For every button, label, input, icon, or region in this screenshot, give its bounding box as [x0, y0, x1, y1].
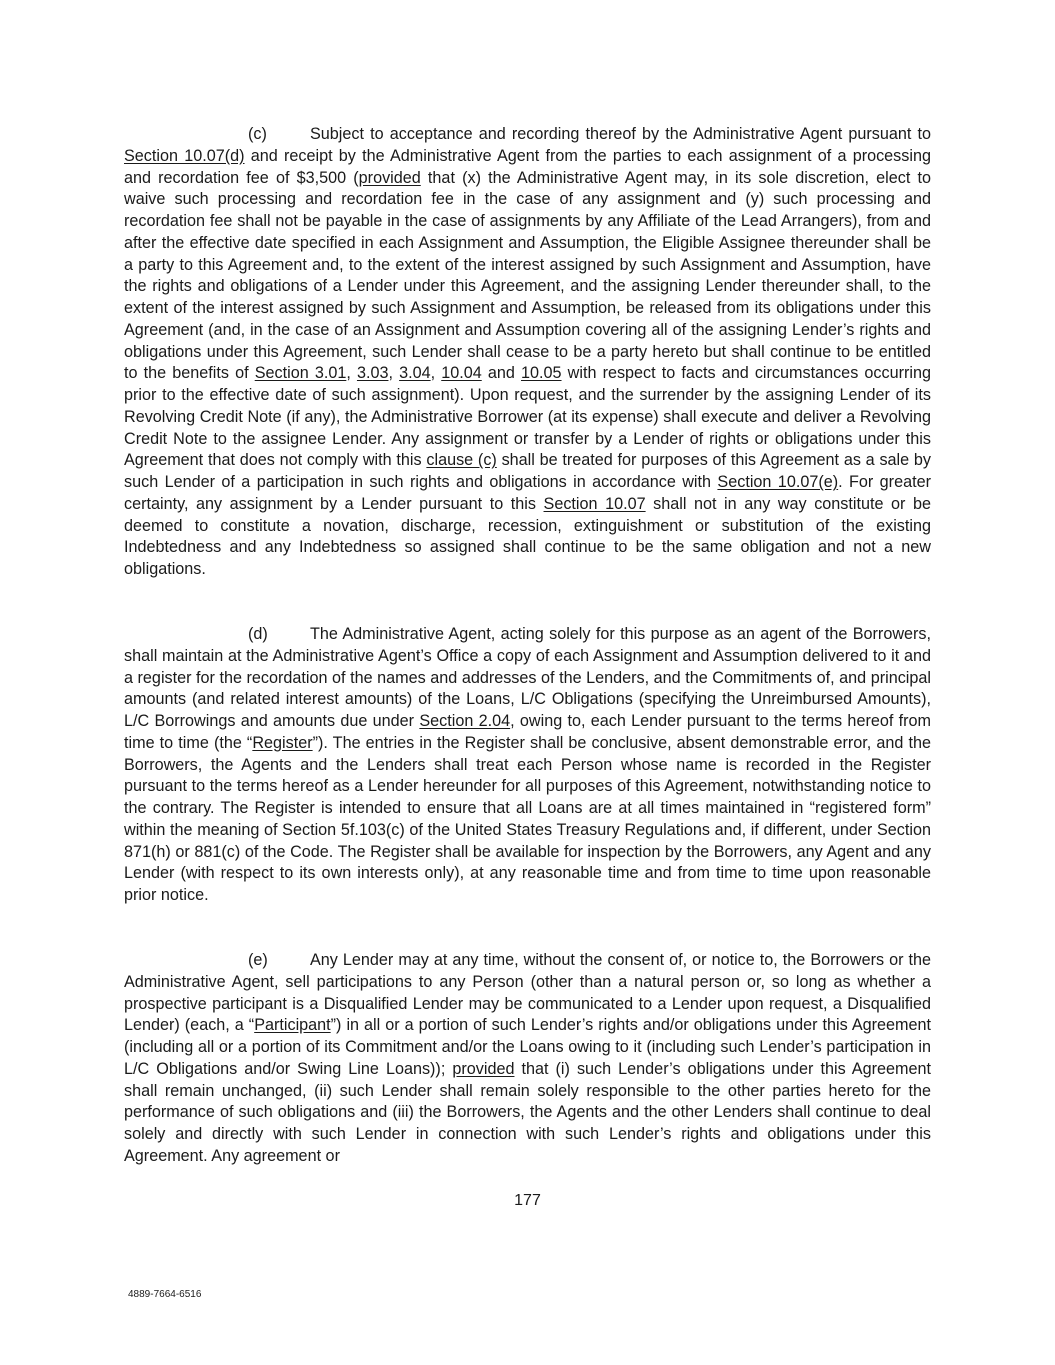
text-run: , owing to, each Lender pursuant to the terms hereof from time to time (the “: [124, 712, 931, 752]
paragraph-d: [124, 624, 931, 907]
paragraph-body: [124, 951, 931, 1165]
text-run: shall not in any way constitute or be deemed to constitute a novation, discharge, recession, extinguishment or substitution of the existing Indebtedness and any Indebtedness so assigned shall continue to be the same obligation and not a new obligations.: [124, 494, 931, 578]
cross-reference: clause (c): [426, 451, 497, 470]
text-run: ,: [346, 364, 357, 383]
text-run: ,: [430, 364, 442, 383]
cross-reference: provided: [358, 168, 421, 187]
text-run: Subject to acceptance and recording thereof by the Administrative Agent pursuant to: [310, 125, 931, 143]
cross-reference: Section 3.01: [254, 364, 347, 383]
cross-reference: 10.05: [521, 364, 562, 383]
cross-reference: Section 10.07(d): [124, 146, 245, 165]
cross-reference: 3.03: [356, 364, 389, 383]
cross-reference: 10.04: [441, 364, 482, 383]
text-run: and receipt by the Administrative Agent from the parties to each assignment of a processing and recordation fee of $3,500 (: [124, 146, 931, 187]
text-run: that (i) such Lender’s obligations under this Agreement shall remain unchanged, (ii) such Lender shall remain solely responsible to the other parties hereto for the performance of such obligations and (iii) the Borrowers, the Agents and the other Lenders shall continue to deal solely and directly with such Lender in connection with such Lender’s rights and obligations under this Agreement. Any agreement or: [124, 1059, 931, 1165]
paragraph-body: [124, 125, 931, 578]
paragraph-body: [124, 625, 931, 904]
text-run: ”). The entries in the Register shall be conclusive, absent demonstrable error, and the Borrowers, the Agents and the Lenders shall treat each Person whose name is recorded in the Register pursuant to the terms hereof as a Lender hereunder for all purposes of this Agreement, notwithstanding notice to the contrary. The Register is intended to ensure that all Loans are at all times maintained in “registered form” within the meaning of Section 5f.103(c) of the United States Treasury Regulations and, if different, under Section 871(h) or 881(c) of the Code. The Register shall be available for inspection by the Borrowers, any Agent and any Lender (with respect to its own interests only), at any reasonable time and from time to time upon reasonable prior notice.: [124, 733, 931, 904]
text-run: that (x) the Administrative Agent may, in its sole discretion, elect to waive such processing and recordation fee in the case of any assignment and (y) such processing and recordation fee shall not be payable in the case of assignments by any Affiliate of the Lead Arrangers), from and after the effective date specified in each Assignment and Assumption, the Eligible Assignee thereunder shall be a party to this Agreement and, to the extent of the interest assigned by such Assignment and Assumption, have the rights and obligations of a Lender under this Agreement, and the assigning Lender thereunder shall, to the extent of the interest assigned by such Assignment and Assumption, be released from its obligations under this Agreement (and, in the case of an Assignment and Assumption covering all of the assigning Lender’s rights and obligations under this Agreement, such Lender shall cease to be a party hereto but shall continue to be entitled to the benefits of: [124, 168, 931, 383]
cross-reference: 3.04: [399, 364, 431, 383]
cross-reference: Section 10.07: [543, 494, 646, 513]
text-run: and: [481, 364, 522, 383]
cross-reference: Section 10.07(e): [717, 473, 839, 491]
cross-reference: Section 2.04: [419, 712, 511, 730]
text-run: . For greater certainty, any assignment by a Lender pursuant to this: [124, 473, 931, 513]
cross-reference: Participant: [254, 1016, 331, 1035]
paragraph-number: (c): [248, 125, 267, 143]
document-id: 4889-7664-6516: [128, 1289, 202, 1300]
text-run: The Administrative Agent, acting solely for this purpose as an agent of the Borrowers, shall maintain at the Administrative Agent’s Office a copy of each Assignment and Assumption delivered to it and a register for the recordation of the names and addresses of the Lenders, and the Commitments of, and principal amounts (and related interest amounts) of the Loans, L/C Obligations (specifying the Unreimbursed Amounts), L/C Borrowings and amounts due under: [124, 625, 931, 730]
paragraph-number: (d): [248, 625, 268, 643]
text-run: Any Lender may at any time, without the consent of, or notice to, the Borrowers or the Administrative Agent, sell participations to any Person (other than a natural person or, so long as whether a prospective participant is a Disqualified Lender may be communicated to a Lender upon request, a Disqualified Lender) (each, a “: [124, 951, 931, 1035]
page-number: 177: [514, 1192, 541, 1209]
paragraph-c: [124, 124, 931, 581]
paragraph-e: [124, 950, 931, 1168]
text-run: with respect to facts and circumstances occurring prior to the effective date of such assignment). Upon request, and the surrender by the assigning Lender of its Revolving Credit Note (if any), the Administrative Borrower (at its expense) shall execute and deliver a Revolving Credit Note to the assignee Lender. Any assignment or transfer by a Lender of rights or obligations under this Agreement that does not comply with this: [124, 364, 931, 470]
text-run: ,: [388, 364, 400, 383]
paragraph-number: (e): [248, 951, 268, 969]
text-run: shall be treated for purposes of this Agreement as a sale by such Lender of a participation in such rights and obligations in accordance with: [124, 451, 931, 491]
cross-reference: provided: [452, 1059, 515, 1078]
text-run: ”) in all or a portion of such Lender’s rights and/or obligations under this Agreement (including all or a portion of its Commitment and/or the Loans owing to it (including such Lender’s participation in L/C Obligations and/or Swing Line Loans));: [124, 1016, 931, 1078]
cross-reference: Register: [252, 733, 313, 752]
